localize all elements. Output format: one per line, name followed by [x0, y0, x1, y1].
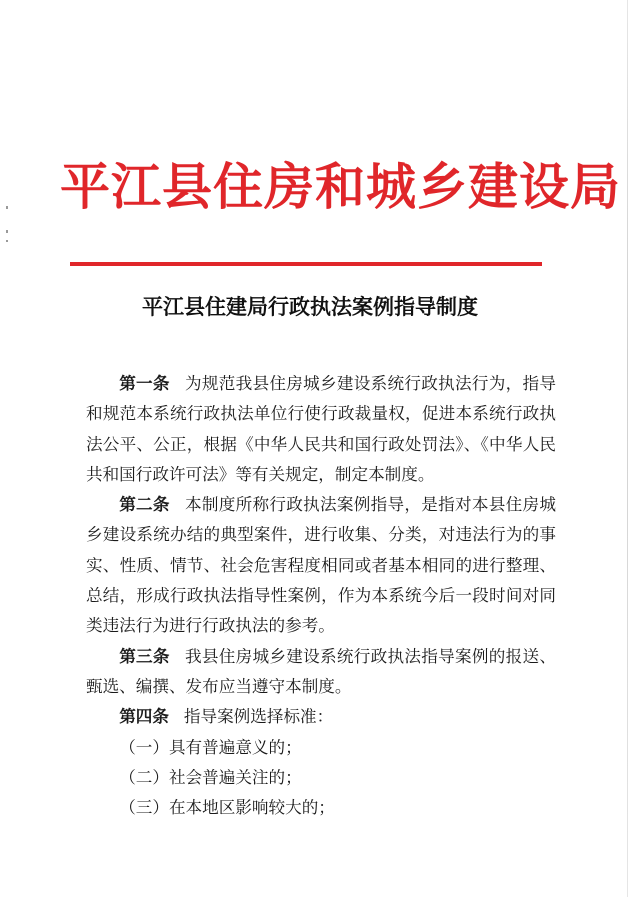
agency-masthead: 平江县住房和城乡建设局	[60, 157, 621, 216]
scan-mark	[6, 240, 8, 242]
article-label: 第四条	[119, 707, 169, 727]
article-label: 第二条	[119, 495, 170, 515]
criteria-item: （一）具有普遍意义的；	[119, 737, 302, 757]
article-2	[86, 490, 556, 641]
scan-mark	[6, 206, 8, 209]
criteria-item: （三）在本地区影响较大的；	[119, 798, 335, 818]
article-text: 为规范我县住房城乡建设系统行政执法行为，指导和规范本系统行政执法单位行使行政裁量权，促进本系统行政执法公平、公正，根据《中华人民共和国行政处罚法》、《中华人民共和国行政许可法》等有关规定，制定本制度。	[86, 374, 556, 484]
document-title: 平江县住建局行政执法案例指导制度	[142, 294, 478, 319]
article-label: 第一条	[119, 374, 170, 393]
masthead-divider	[70, 262, 542, 266]
article-label: 第三条	[119, 646, 170, 666]
article-text: 指导案例选择标准：	[183, 707, 334, 727]
article-4	[86, 702, 556, 732]
criteria-item: （二）社会普遍关注的；	[119, 767, 302, 787]
document-body	[86, 369, 556, 823]
article-3	[86, 642, 556, 703]
scan-edge-line	[627, 0, 628, 897]
article-text: 本制度所称行政执法案例指导，是指对本县住房城乡建设系统办结的典型案件，进行收集、分类，对违法行为的事实、性质、情节、社会危害程度相同或者基本相同的进行整理、总结，形成行政执法指导性案例，作为本系统今后一段时间对同类违法行为进行行政执法的参考。	[86, 495, 556, 636]
article-1	[86, 369, 556, 490]
scan-mark	[6, 230, 8, 233]
article-text: 我县住房城乡建设系统行政执法指导案例的报送、甄选、编撰、发布应当遵守本制度。	[86, 646, 556, 696]
